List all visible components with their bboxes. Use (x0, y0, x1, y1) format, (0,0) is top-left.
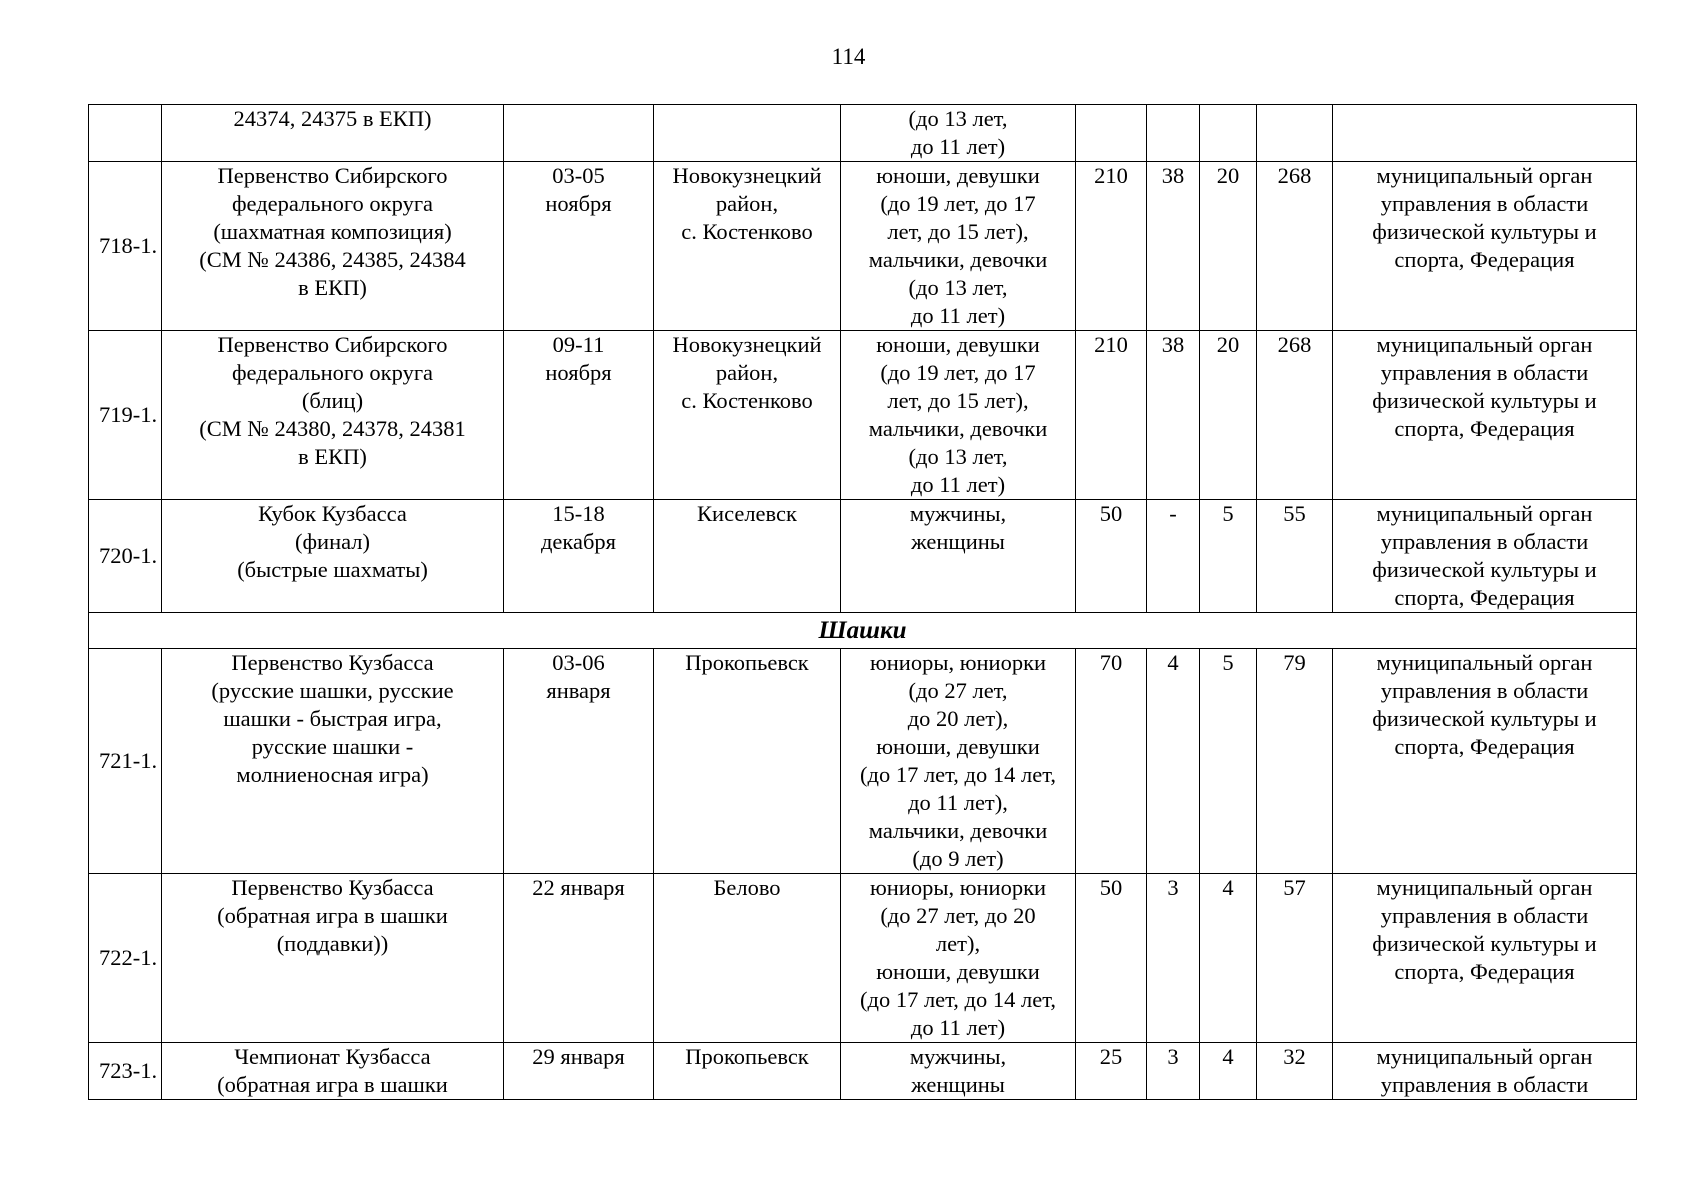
event-dates-line: 22 января (532, 875, 625, 900)
event-name (162, 105, 504, 162)
organizer-line: управления в области (1380, 191, 1589, 216)
event-name-line: Первенство Сибирского (217, 332, 448, 357)
organizer-line: управления в области (1380, 1072, 1589, 1097)
participants (841, 162, 1076, 331)
count-total: 268 (1257, 331, 1333, 500)
event-place (654, 500, 841, 613)
event-dates-line: 09-11 (552, 332, 605, 357)
participants-line: до 11 лет), (908, 790, 1008, 815)
participants-line: лет, до 15 лет), (887, 388, 1029, 413)
participants-line: мальчики, девочки (868, 247, 1048, 272)
participants-line: юниоры, юниорки (869, 875, 1047, 900)
event-dates (504, 1043, 654, 1100)
count-total: 57 (1257, 874, 1333, 1043)
organizer-line: физической культуры и (1372, 931, 1597, 956)
event-dates (504, 162, 654, 331)
participants (841, 649, 1076, 874)
event-name-line: Кубок Кузбасса (258, 501, 407, 526)
event-place (654, 1043, 841, 1100)
organizer-line: муниципальный орган (1376, 650, 1593, 675)
participants (841, 874, 1076, 1043)
count-3 (1200, 105, 1257, 162)
organizer (1333, 1043, 1637, 1100)
table-row (89, 162, 1637, 331)
organizer (1333, 331, 1637, 500)
organizer-line: физической культуры и (1372, 388, 1597, 413)
participants-line: лет), (935, 931, 981, 956)
participants-line: (до 17 лет, до 14 лет, (860, 987, 1056, 1012)
organizer (1333, 162, 1637, 331)
count-1: 210 (1076, 331, 1147, 500)
organizer (1333, 874, 1637, 1043)
count-2: 3 (1147, 874, 1200, 1043)
participants-line: юноши, девушки (876, 163, 1040, 188)
count-3: 20 (1200, 331, 1257, 500)
event-dates-line: 03-05 (552, 163, 605, 188)
count-1 (1076, 105, 1147, 162)
event-name-line: шашки - быстрая игра, (223, 706, 442, 731)
count-3: 4 (1200, 874, 1257, 1043)
event-name-line: Первенство Сибирского (217, 163, 448, 188)
event-name-line: (быстрые шахматы) (237, 557, 428, 582)
event-name (162, 874, 504, 1043)
organizer-line: управления в области (1380, 903, 1589, 928)
event-name-line: русские шашки - (251, 734, 414, 759)
count-2: 4 (1147, 649, 1200, 874)
participants-line: до 11 лет) (910, 303, 1006, 328)
organizer (1333, 500, 1637, 613)
participants-line: лет, до 15 лет), (887, 219, 1029, 244)
event-name (162, 1043, 504, 1100)
event-place (654, 162, 841, 331)
row-number: 718-1. (89, 162, 162, 331)
row-number: 720-1. (89, 500, 162, 613)
event-name-line: (шахматная композиция) (213, 219, 452, 244)
organizer-line: управления в области (1380, 529, 1589, 554)
event-name-line: (русские шашки, русские (211, 678, 454, 703)
row-number (89, 105, 162, 162)
participants (841, 1043, 1076, 1100)
event-name-line: (СМ № 24386, 24385, 24384 (199, 247, 466, 272)
event-place-line: Прокопьевск (685, 650, 809, 675)
participants-line: мужчины, (909, 501, 1007, 526)
event-place-line: Новокузнецкий (672, 163, 822, 188)
table-row (89, 331, 1637, 500)
organizer-line: спорта, Федерация (1394, 416, 1575, 441)
row-number: 719-1. (89, 331, 162, 500)
event-dates-line: 03-06 (552, 650, 605, 675)
count-1: 50 (1076, 874, 1147, 1043)
event-dates (504, 649, 654, 874)
count-3: 5 (1200, 500, 1257, 613)
event-dates-line: ноября (545, 191, 612, 216)
event-place (654, 649, 841, 874)
event-name-line: (финал) (294, 529, 371, 554)
count-2: 38 (1147, 331, 1200, 500)
event-name (162, 649, 504, 874)
organizer-line: физической культуры и (1372, 219, 1597, 244)
count-2: - (1147, 500, 1200, 613)
participants-line: (до 13 лет, (908, 275, 1008, 300)
participants-line: до 11 лет) (910, 472, 1006, 497)
organizer-line: спорта, Федерация (1394, 734, 1575, 759)
event-name-line: (обратная игра в шашки (217, 1072, 448, 1097)
participants-line: (до 13 лет, (908, 106, 1008, 131)
table-row (89, 105, 1637, 162)
participants (841, 500, 1076, 613)
event-dates-line: ноября (545, 360, 612, 385)
event-place (654, 874, 841, 1043)
organizer-line: физической культуры и (1372, 706, 1597, 731)
participants (841, 331, 1076, 500)
event-dates (504, 874, 654, 1043)
event-dates (504, 105, 654, 162)
count-2 (1147, 105, 1200, 162)
event-place-line: с. Костенково (681, 388, 813, 413)
event-place-line: район, (715, 191, 779, 216)
row-number: 723-1. (89, 1043, 162, 1100)
participants-line: мальчики, девочки (868, 416, 1048, 441)
organizer (1333, 649, 1637, 874)
participants-line: юноши, девушки (876, 332, 1040, 357)
participants-line: юноши, девушки (876, 959, 1040, 984)
organizer-line: муниципальный орган (1376, 1044, 1593, 1069)
organizer-line: муниципальный орган (1376, 332, 1593, 357)
event-name-line: Первенство Кузбасса (231, 650, 434, 675)
event-name-line: (обратная игра в шашки (217, 903, 448, 928)
event-name-line: федерального округа (231, 191, 434, 216)
participants-line: (до 27 лет, (908, 678, 1008, 703)
organizer (1333, 105, 1637, 162)
event-dates-line: января (546, 678, 611, 703)
participants-line: юниоры, юниорки (869, 650, 1047, 675)
count-total (1257, 105, 1333, 162)
participants-line: (до 9 лет) (912, 846, 1004, 871)
participants-line: (до 27 лет, до 20 (880, 903, 1036, 928)
row-number: 721-1. (89, 649, 162, 874)
event-name-line: в ЕКП) (298, 444, 367, 469)
event-dates-line: 29 января (532, 1044, 625, 1069)
organizer-line: управления в области (1380, 360, 1589, 385)
event-place (654, 105, 841, 162)
participants-line: до 11 лет) (910, 1015, 1006, 1040)
event-name-line: федерального округа (231, 360, 434, 385)
table-row (89, 874, 1637, 1043)
event-name-line: (блиц) (301, 388, 364, 413)
section-row (89, 613, 1637, 649)
event-dates (504, 500, 654, 613)
participants-line: (до 19 лет, до 17 (880, 191, 1036, 216)
count-1: 210 (1076, 162, 1147, 331)
organizer-line: муниципальный орган (1376, 875, 1593, 900)
row-number: 722-1. (89, 874, 162, 1043)
participants-line: (до 17 лет, до 14 лет, (860, 762, 1056, 787)
organizer-line: спорта, Федерация (1394, 585, 1575, 610)
event-name-line: 24374, 24375 в ЕКП) (233, 106, 432, 131)
event-place (654, 331, 841, 500)
table-row (89, 649, 1637, 874)
event-place-line: с. Костенково (681, 219, 813, 244)
event-name-line: молниеносная игра) (236, 762, 429, 787)
page-number: 114 (831, 44, 866, 69)
count-2: 3 (1147, 1043, 1200, 1100)
table-row (89, 1043, 1637, 1100)
event-name (162, 500, 504, 613)
count-total: 268 (1257, 162, 1333, 331)
event-place-line: Прокопьевск (685, 1044, 809, 1069)
participants-line: мужчины, (909, 1044, 1007, 1069)
participants-line: мальчики, девочки (868, 818, 1048, 843)
event-place-line: Киселевск (697, 501, 797, 526)
participants-line: до 20 лет), (907, 706, 1009, 731)
organizer-line: спорта, Федерация (1394, 959, 1575, 984)
organizer-line: муниципальный орган (1376, 163, 1593, 188)
participants-line: юноши, девушки (876, 734, 1040, 759)
event-place-line: район, (715, 360, 779, 385)
count-total: 55 (1257, 500, 1333, 613)
event-place-line: Новокузнецкий (672, 332, 822, 357)
event-name-line: в ЕКП) (298, 275, 367, 300)
count-2: 38 (1147, 162, 1200, 331)
participants-line: женщины (911, 1072, 1005, 1097)
table-body (89, 105, 1637, 1100)
count-1: 50 (1076, 500, 1147, 613)
participants-line: до 11 лет) (910, 134, 1006, 159)
event-name-line: (поддавки)) (276, 931, 389, 956)
count-1: 70 (1076, 649, 1147, 874)
participants-line: (до 13 лет, (908, 444, 1008, 469)
participants-line: женщины (911, 529, 1005, 554)
participants (841, 105, 1076, 162)
event-name-line: Первенство Кузбасса (231, 875, 434, 900)
section-heading: Шашки (89, 613, 1637, 649)
event-name-line: (СМ № 24380, 24378, 24381 (199, 416, 466, 441)
participants-line: (до 19 лет, до 17 (880, 360, 1036, 385)
organizer-line: муниципальный орган (1376, 501, 1593, 526)
organizer-line: спорта, Федерация (1394, 247, 1575, 272)
organizer-line: управления в области (1380, 678, 1589, 703)
count-1: 25 (1076, 1043, 1147, 1100)
event-dates-line: декабря (540, 529, 617, 554)
count-3: 4 (1200, 1043, 1257, 1100)
event-dates (504, 331, 654, 500)
count-3: 5 (1200, 649, 1257, 874)
event-name-line: Чемпионат Кузбасса (234, 1044, 431, 1069)
organizer-line: физической культуры и (1372, 557, 1597, 582)
events-table (88, 104, 1637, 1100)
count-3: 20 (1200, 162, 1257, 331)
event-dates-line: 15-18 (552, 501, 605, 526)
table-row (89, 500, 1637, 613)
event-place-line: Белово (713, 875, 781, 900)
count-total: 79 (1257, 649, 1333, 874)
event-name (162, 331, 504, 500)
event-name (162, 162, 504, 331)
count-total: 32 (1257, 1043, 1333, 1100)
